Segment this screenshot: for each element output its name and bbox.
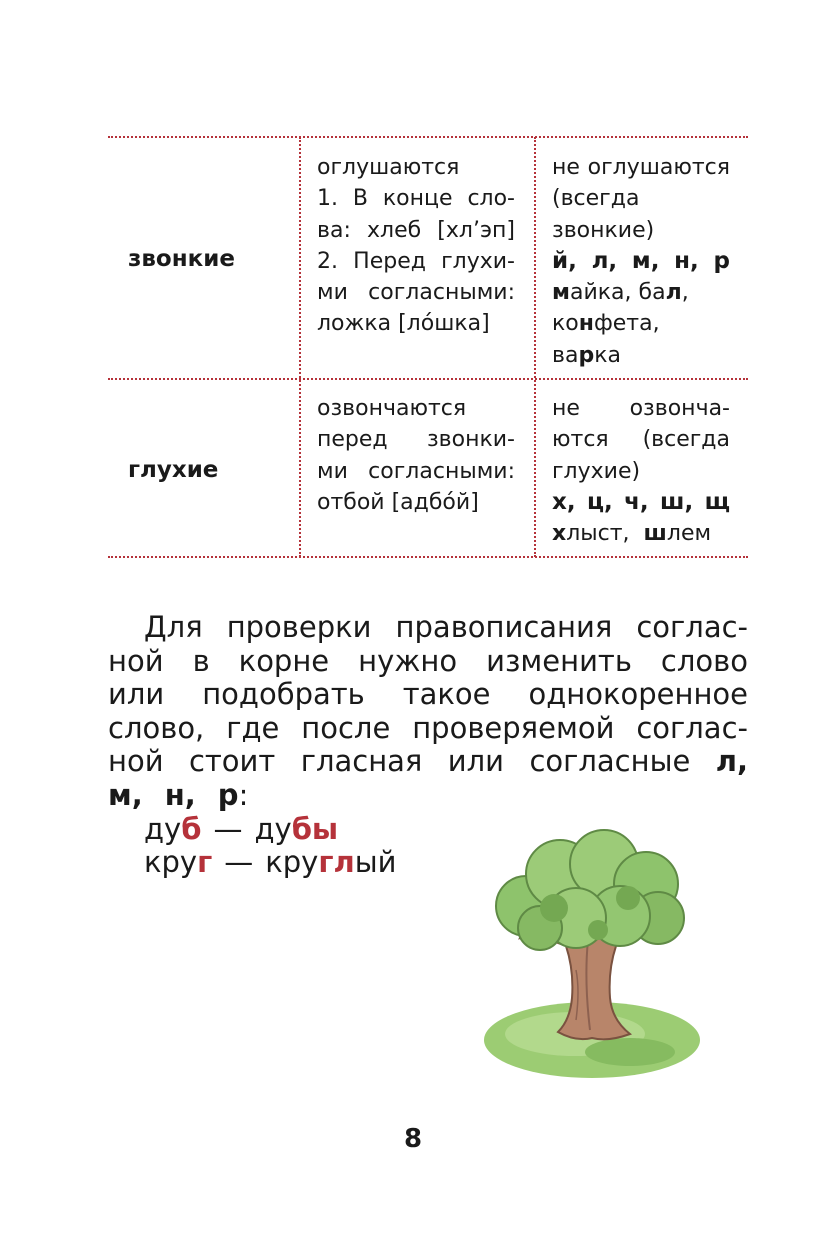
paragraph-line: слово, где после проверяемой соглас-	[108, 710, 748, 745]
word-part: лыст,	[566, 521, 630, 547]
paragraph-line: ной в корне нужно изменить слово	[108, 643, 748, 678]
paragraph-line: или подобрать такое однокоренное	[108, 677, 748, 712]
cell-voiced-devoicing	[317, 152, 515, 340]
tree-illustration	[480, 820, 710, 1090]
cell-line: отбой [адбо́й]	[317, 489, 479, 515]
example-line	[552, 277, 730, 308]
word-part: кру	[265, 845, 319, 879]
paragraph-line	[108, 779, 748, 813]
highlight-letter: ш	[643, 521, 667, 547]
cell-voiced-not-devoicing	[552, 152, 730, 371]
highlight-letter: л,	[715, 744, 748, 779]
dash: —	[213, 812, 243, 846]
example-pair	[144, 813, 338, 846]
highlight-letter: р	[578, 342, 595, 368]
table-rule-col1	[299, 137, 301, 557]
example-line	[552, 340, 730, 371]
cell-line: 1. В конце сло-	[317, 186, 515, 212]
word-part: фета,	[593, 311, 660, 337]
word-part: ко	[552, 311, 579, 337]
word-part: айка, ба	[569, 280, 666, 306]
highlight-letter: н,	[164, 777, 196, 812]
highlight-letter: бы	[291, 812, 339, 846]
paragraph-text: :	[238, 777, 249, 812]
word-part: ,	[681, 280, 689, 306]
highlight-letter: м,	[108, 777, 143, 812]
highlight-letter: гл	[318, 845, 355, 879]
page-number: 8	[403, 1124, 423, 1154]
word-part: кру	[144, 845, 198, 879]
highlight-letter: н	[578, 311, 594, 337]
word-part: ка	[594, 342, 621, 368]
highlight-letter: м	[552, 280, 570, 306]
cell-line: ми согласными:	[317, 280, 515, 306]
word-part: ый	[354, 845, 397, 879]
paragraph-text: ной стоит гласная или согласные	[108, 744, 691, 779]
cell-line: озвончаются	[317, 396, 467, 421]
cell-line: глухие)	[552, 458, 641, 484]
cell-voiceless-voicing	[317, 393, 515, 518]
word-part: лем	[666, 521, 712, 547]
paragraph-line: Для проверки правописания соглас-	[144, 610, 748, 644]
grass-shade	[585, 1038, 675, 1066]
highlight-letter: р	[217, 777, 239, 812]
highlight-letter: х	[552, 521, 567, 547]
cell-line: перед звонки-	[317, 427, 515, 453]
cell-voiceless-not-voicing	[552, 393, 730, 549]
table-rule-middle	[108, 378, 748, 380]
cell-line: не озвонча-	[552, 396, 730, 421]
example-pair	[144, 846, 397, 879]
cell-line: оглушаются	[317, 155, 460, 180]
word-part: ду	[144, 812, 182, 846]
row-head-voiceless: глухие	[128, 457, 219, 483]
cell-line: звонкие)	[552, 217, 655, 243]
table-rule-bottom	[108, 556, 748, 558]
highlight-letter: г	[197, 845, 213, 879]
dash: —	[224, 845, 254, 879]
rule-paragraph	[108, 611, 748, 813]
cell-line: 2. Перед глухи-	[317, 248, 515, 274]
paragraph-line	[108, 745, 748, 779]
table-rule-col2	[534, 137, 536, 557]
highlight-letter: б	[181, 812, 202, 846]
cell-line: ложка [ло́шка]	[317, 311, 490, 337]
cell-line: (всегда	[552, 186, 640, 212]
example-line	[552, 308, 730, 339]
highlight-letter: л	[665, 280, 682, 306]
row-head-voiced: звонкие	[128, 246, 235, 272]
cell-line: ва: хлеб [хл’эп]	[317, 217, 515, 243]
example-line	[552, 518, 730, 549]
cell-line: ются (всегда	[552, 427, 730, 453]
word-part: ва	[552, 342, 579, 368]
cell-line: ми согласными:	[317, 458, 515, 484]
table-rule-top	[108, 136, 748, 138]
word-part: ду	[254, 812, 292, 846]
letters-voiced: й, л, м, н, р	[552, 247, 730, 274]
letters-voiceless: х, ц, ч, ш, щ	[552, 488, 730, 515]
cell-line: не оглушаются	[552, 155, 730, 180]
